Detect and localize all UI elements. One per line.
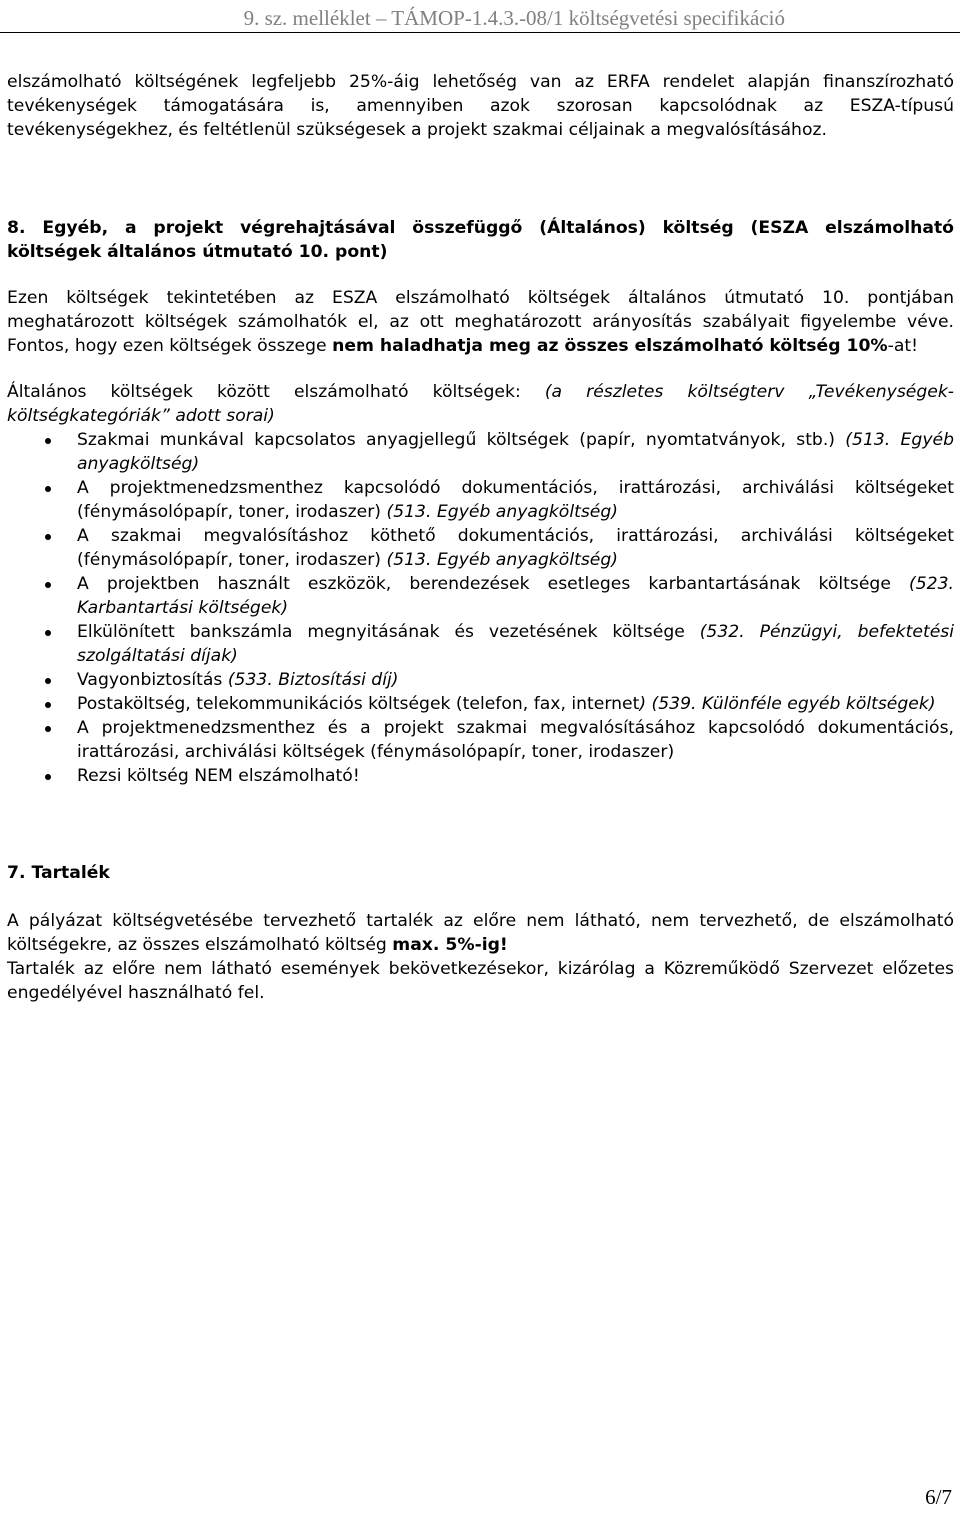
page-number: 6/7	[925, 1485, 952, 1509]
list-item	[7, 692, 954, 716]
bullet-icon	[45, 534, 51, 540]
list-item	[7, 476, 954, 524]
bullet-icon	[45, 630, 51, 636]
list-item-ref: ) (539. Különféle egyéb költségek)	[639, 694, 936, 714]
page-header	[0, 4, 960, 33]
section-7-limit-text: max. 5%-ig!	[392, 935, 508, 955]
bullet-icon	[45, 774, 51, 780]
bullet-icon	[45, 582, 51, 588]
section-8-paragraph-text: Ezen költségek tekintetében az ESZA elszámolható költségek általános útmutató 10. pontjában meghatározott költségek számolhatók el, az ott meghatározott arányosítás szabályait figyelembe véve. Fontos, hogy ezen költségek összege	[7, 288, 954, 356]
bullet-icon	[45, 678, 51, 684]
list-item	[7, 620, 954, 668]
cost-list	[7, 428, 954, 788]
list-item-text: A projektben használt eszközök, berendezések esetleges karbantartásának költsége	[77, 574, 910, 594]
bullet-icon	[45, 702, 51, 708]
document-body	[7, 70, 954, 1005]
bullet-icon	[45, 438, 51, 444]
bullet-icon	[45, 726, 51, 732]
list-intro-note: (a részletes költségterv „Tevékenységek-költségkategóriák” adott sorai)	[7, 382, 955, 426]
list-item-text: A projektmenedzsmenthez kapcsolódó dokumentációs, irattározási, archiválási költségeket (fénymásolópapír, toner, irodaszer)	[77, 478, 954, 522]
list-item-ref: (533. Biztosítási díj)	[227, 670, 399, 690]
header-title: 9. sz. melléklet – TÁMOP-1.4.3.-08/1 költségvetési specifikáció	[243, 6, 785, 30]
bullet-icon	[45, 486, 51, 492]
list-item-ref: (513. Egyéb anyagköltség)	[386, 502, 618, 522]
list-item-text: A projektmenedzsmenthez és a projekt szakmai megvalósításához kapcsolódó dokumentációs, irattározási, archiválási költségek (fénymásolópapír, toner, irodaszer)	[77, 718, 954, 762]
section-8-limit-text: nem haladhatja meg az összes elszámolható költség 10%	[332, 336, 888, 356]
list-item-text: Elkülönített bankszámla megnyitásának és vezetésének költsége	[77, 622, 700, 642]
section-7-heading: 7. Tartalék	[7, 863, 110, 883]
list-item	[7, 764, 954, 788]
intro-paragraph: elszámolható költségének legfeljebb 25%-áig lehetőség van az ERFA rendelet alapján finanszírozható tevékenységek támogatására is, amennyiben azok szorosan kapcsolódnak az ESZA-típusú tevékenységekhez, és feltétlenül szükségesek a projekt szakmai céljainak a megvalósításához.	[7, 72, 954, 140]
section-8-paragraph-end: -at!	[887, 336, 919, 356]
list-item-ref: (513. Egyéb anyagköltség)	[386, 550, 618, 570]
section-7-paragraph-text: A pályázat költségvetésébe tervezhető tartalék az előre nem látható, nem tervezhető, de elszámolható költségekre, az összes elszámolható költség	[7, 911, 954, 955]
section-7-paragraph	[7, 909, 954, 957]
list-item-ref: (513. Egyéb anyagköltség)	[77, 430, 954, 474]
list-item-text: Postaköltség, telekommunikációs költségek (telefon, fax, internet	[77, 694, 640, 714]
list-item-ref: (523. Karbantartási költségek)	[77, 574, 954, 618]
section-7-note: Tartalék az előre nem látható események bekövetkezésekor, kizárólag a Közreműködő Szervezet előzetes engedélyével használható fel.	[7, 959, 954, 1003]
section-8-heading: 8. Egyéb, a projekt végrehajtásával összefüggő (Általános) költség (ESZA elszámolható költségek általános útmutató 10. pont)	[7, 218, 954, 262]
list-item	[7, 524, 954, 572]
list-intro-text: Általános költségek között elszámolható költségek:	[7, 382, 545, 402]
list-item-text: Szakmai munkával kapcsolatos anyagjellegű költségek (papír, nyomtatványok, stb.)	[77, 430, 846, 450]
list-item-text: Vagyonbiztosítás	[77, 670, 228, 690]
list-item-ref: (532. Pénzügyi, befektetési szolgáltatási díjak)	[77, 622, 954, 666]
list-item	[7, 668, 954, 692]
list-item	[7, 572, 954, 620]
section-8-paragraph	[7, 286, 954, 358]
list-item-text: Rezsi költség NEM elszámolható!	[77, 766, 360, 786]
list-item	[7, 428, 954, 476]
list-item	[7, 716, 954, 764]
list-item-text: A szakmai megvalósításhoz köthető dokumentációs, irattározási, archiválási költségeket (fénymásolópapír, toner, irodaszer)	[77, 526, 954, 570]
list-intro	[7, 380, 954, 428]
